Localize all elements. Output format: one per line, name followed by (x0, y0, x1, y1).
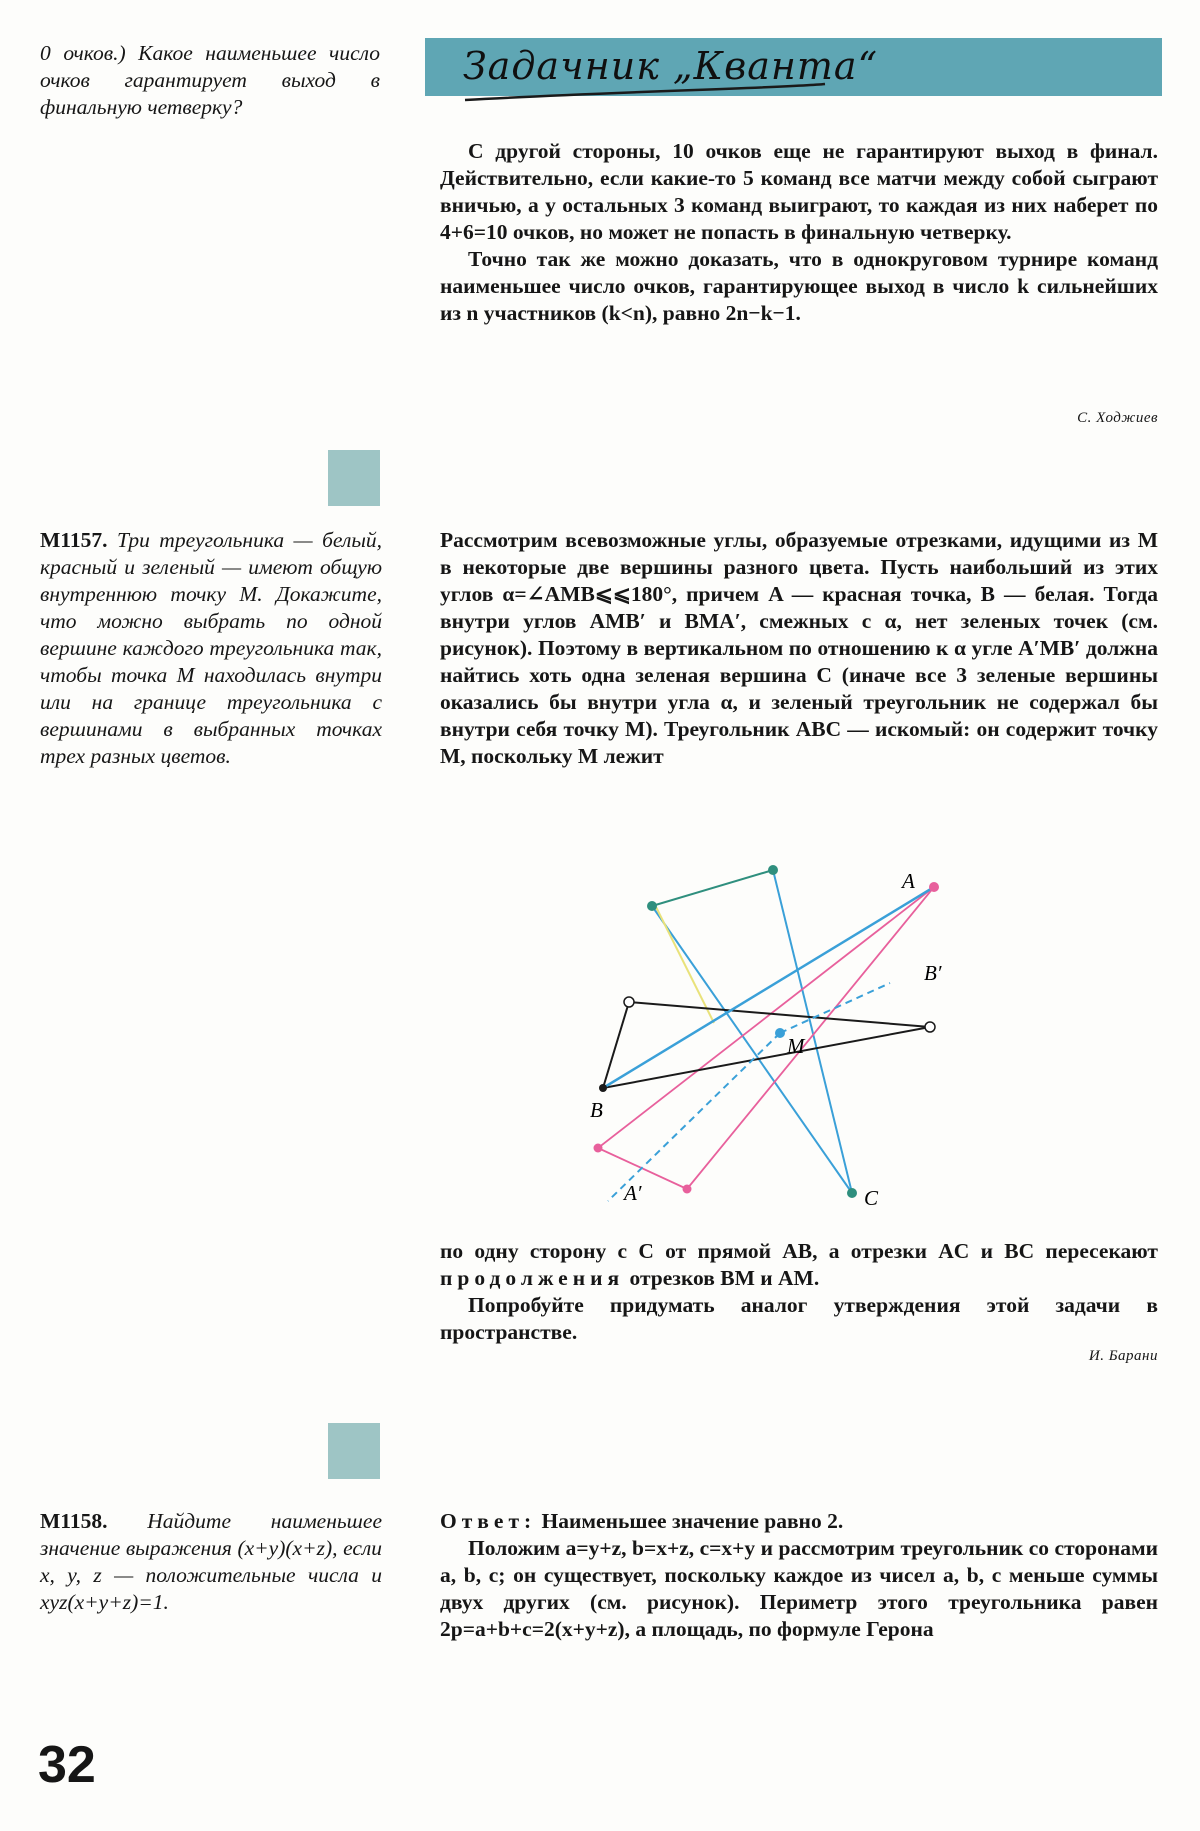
red-triangle-edge (598, 887, 934, 1148)
problem-1157-solution-text-2 (440, 1238, 1158, 1292)
problem-1157-figure (580, 855, 960, 1215)
white-vertex-b (599, 1084, 607, 1092)
problem-1157-solution-text-1: Рассмотрим всевозможные углы, образуемые отрезками, идущими из M в некоторые две вершины разного цвета. Пусть наибольший из этих углов α=∠AMB⩽⩽180°, причем A — красная точка, B — белая. Тогда внутри углов AMB′ и BMA′, смежных с α, нет зеленых точек (см. рисунок). Поэтому в вертикальном по отношению к α угле A′MB′ должна найтись хоть одна зеленая вершина C (иначе все 3 зеленые вершины оказались бы внутри угла α, и зеленый треугольник не содержал бы внутри себя точку M). Треугольник ABC — искомый: он содержит точку M, поскольку M лежит (440, 528, 1158, 768)
header-banner (425, 38, 1162, 96)
answer-label: Ответ: (440, 1509, 537, 1533)
problem-1157-author: И. Барани (1088, 1348, 1158, 1364)
problem-1157-statement-block (40, 527, 382, 770)
intro-solution (440, 138, 1158, 327)
solution-spaced-word: продолжения (440, 1266, 625, 1290)
label-a-prime: A′ (624, 1181, 642, 1205)
problem-1158-number: М1158. (40, 1509, 108, 1533)
solution-text-part: по одну сторону с C от прямой AB, а отрезки AC и BC пересекают (440, 1239, 1158, 1263)
label-c: C (864, 1186, 879, 1210)
red-vertex (683, 1185, 692, 1194)
problem-1157-solution-before (440, 527, 1158, 770)
red-vertex-a (929, 882, 939, 892)
label-b: B (590, 1098, 603, 1122)
green-triangle-edge (652, 906, 852, 1193)
dashed-line-ma-prime (608, 1033, 780, 1201)
problem-1158-statement: Найдите наименьшее значение выражения (x+y)(x+z), если x, y, z — положительные числа и xyz(x+y+z)=1. (40, 1509, 382, 1614)
intro-solution-paragraph-1: С другой стороны, 10 очков еще не гарантируют выход в финал. Действительно, если какие-то 5 команд все матчи между собой сыграют вничью, а у остальных 3 команд выиграют, то каждая из них наберет по 4+6=10 очков, но может не попасть в финальную четверку. (440, 139, 1158, 244)
problem-1158-solution-text: Положим a=y+z, b=x+z, c=x+y и рассмотрим треугольник со сторонами a, b, c; он существует, поскольку каждое из чисел a, b, c меньше суммы двух других (см. рисунок). Периметр этого треугольника равен 2p=a+b+c=2(x+y+z), а площадь, по формуле Герона (440, 1536, 1158, 1641)
header-title: Задачник „Кванта“ (463, 44, 878, 88)
problem-1157-solution-after (440, 1238, 1158, 1346)
green-vertex (768, 865, 778, 875)
intro-problem-text: 0 очков.) Какое наименьшее число очков гарантирует выход в финальную четверку? (40, 41, 380, 119)
section-marker-square (328, 1423, 380, 1479)
answer-text: Наименьшее значение равно 2. (541, 1509, 844, 1533)
red-vertex (594, 1144, 603, 1153)
point-m (775, 1028, 785, 1038)
page-number: 32 (38, 1736, 96, 1794)
problem-1157-solution-text-3: Попробуйте придумать аналог утверждения этой задачи в пространстве. (440, 1293, 1158, 1344)
label-a: A (902, 869, 915, 893)
dashed-line-mb-prime (780, 983, 890, 1033)
problem-1158-statement-block (40, 1508, 382, 1616)
white-triangle-edge (629, 1002, 930, 1027)
problem-1158-answer (440, 1508, 1158, 1535)
problem-1157-number: М1157. (40, 528, 108, 552)
white-vertex (925, 1022, 935, 1032)
red-triangle-edge (687, 887, 934, 1189)
label-b-prime: B′ (924, 961, 942, 985)
white-vertex (624, 997, 634, 1007)
problem-1158-solution (440, 1508, 1158, 1643)
section-marker-square (328, 450, 380, 506)
label-m: M (787, 1034, 805, 1058)
intro-author: С. Ходжиев (1077, 410, 1158, 426)
green-vertex (647, 901, 657, 911)
problem-1157-statement: Три треугольника — белый, красный и зеленый — имеют общую внутреннюю точку М. Докажите, что можно выбрать по одной вершине каждого треугольника так, чтобы точка М находилась внутри или на границе треугольника с вершинами в выбранных точках трех разных цветов. (40, 528, 383, 768)
green-triangle-edge (652, 870, 773, 906)
solution-text-part: отрезков BM и AM. (629, 1266, 820, 1290)
intro-solution-paragraph-2: Точно так же можно доказать, что в однокруговом турнире команд наименьшее число очков, гарантирующее выход в число k сильнейших из n участников (k<n), равно 2n−k−1. (440, 247, 1158, 325)
green-vertex-c (847, 1188, 857, 1198)
